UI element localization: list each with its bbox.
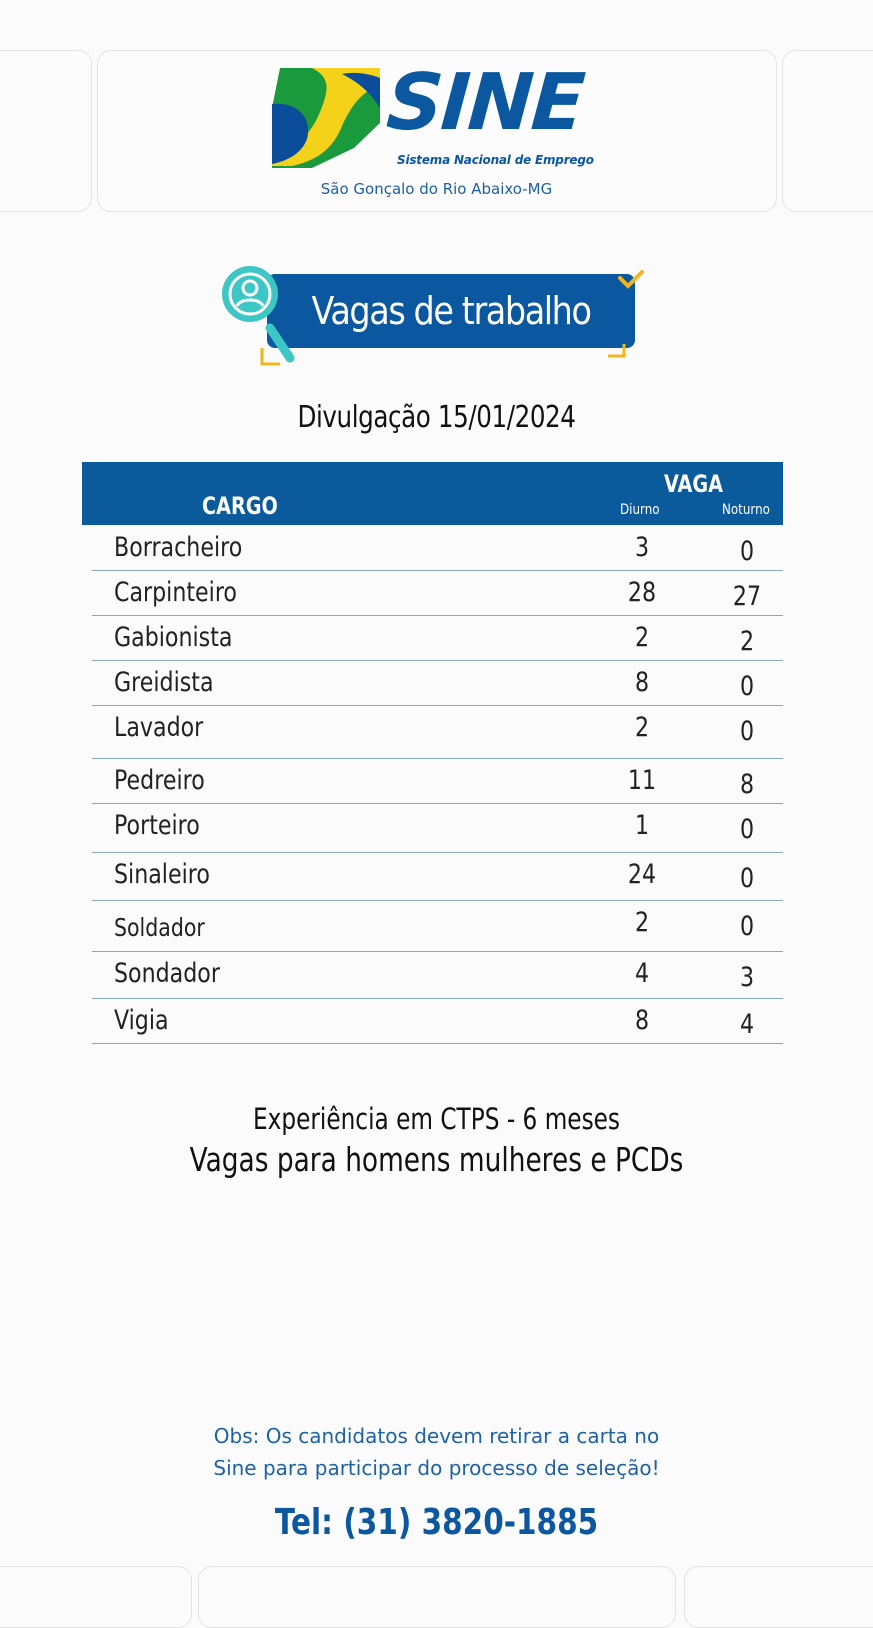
logo-subtitle: Sistema Nacional de Emprego: [397, 153, 594, 167]
cargo-cell: Pedreiro: [114, 765, 205, 796]
diurno-cell: 28: [627, 577, 657, 608]
diurno-cell: 2: [634, 907, 650, 938]
bottom-card-left: [0, 1566, 192, 1628]
header-cargo: CARGO: [202, 492, 278, 520]
city-label: São Gonçalo do Rio Abaixo-MG: [320, 180, 553, 198]
noturno-cell: 3: [739, 962, 755, 993]
diurno-cell: 24: [627, 859, 657, 890]
noturno-cell: 0: [739, 536, 755, 567]
table-row: [92, 804, 783, 853]
noturno-cell: 8: [739, 769, 755, 800]
cargo-cell: Carpinteiro: [114, 577, 237, 608]
cargo-cell: Sondador: [114, 958, 220, 989]
page-title: Vagas de trabalho: [311, 289, 591, 333]
cargo-cell: Borracheiro: [114, 532, 243, 563]
brazil-flag-logo-icon: [272, 68, 380, 170]
diurno-cell: 4: [634, 958, 650, 989]
noturno-cell: 0: [739, 814, 755, 845]
obs-line-1: Obs: Os candidatos devem retirar a carta no: [213, 1424, 660, 1448]
diurno-cell: 2: [634, 712, 650, 743]
job-table: [92, 526, 783, 1044]
diurno-cell: 8: [634, 1005, 650, 1036]
sine-logo: [272, 58, 612, 196]
experience-requirement: Experiência em CTPS - 6 meses: [252, 1102, 621, 1136]
noturno-cell: 27: [732, 581, 762, 612]
noturno-cell: 0: [739, 863, 755, 894]
diurno-cell: 2: [634, 622, 650, 653]
release-date: Divulgação 15/01/2024: [297, 400, 576, 435]
obs-line-2: Sine para participar do processo de seleção!: [213, 1456, 660, 1480]
table-row: [92, 999, 783, 1044]
cargo-cell: Vigia: [114, 1005, 169, 1036]
header-diurno: Diurno: [620, 502, 660, 518]
cargo-cell: Greidista: [114, 667, 214, 698]
cargo-cell: Porteiro: [114, 810, 200, 841]
cargo-cell: Gabionista: [114, 622, 233, 653]
noturno-cell: 0: [739, 716, 755, 747]
table-row: [92, 952, 783, 999]
bottom-card-right: [684, 1566, 873, 1628]
phone-number: Tel: (31) 3820-1885: [274, 1502, 599, 1543]
noturno-cell: 4: [739, 1009, 755, 1040]
audience-note: Vagas para homens mulheres e PCDs: [189, 1140, 684, 1179]
diurno-cell: 3: [634, 532, 650, 563]
noturno-cell: 0: [739, 671, 755, 702]
diurno-cell: 11: [627, 765, 657, 796]
diurno-cell: 8: [634, 667, 650, 698]
table-row: [92, 759, 783, 804]
header-noturno: Noturno: [722, 502, 770, 518]
cargo-cell: Soldador: [114, 913, 205, 942]
table-row: [92, 853, 783, 901]
table-row: [92, 571, 783, 616]
table-row: [92, 616, 783, 661]
noturno-cell: 0: [739, 911, 755, 942]
header-vaga: VAGA: [664, 470, 724, 498]
diurno-cell: 1: [634, 810, 650, 841]
cargo-cell: Sinaleiro: [114, 859, 210, 890]
table-row: [92, 901, 783, 952]
table-row: [92, 661, 783, 706]
observation-note: [0, 1420, 873, 1484]
table-row: [92, 706, 783, 759]
table-row: [92, 526, 783, 571]
logo-wordmark: SINE: [383, 58, 586, 148]
bottom-card-center: [198, 1566, 676, 1628]
cargo-cell: Lavador: [114, 712, 204, 743]
noturno-cell: 2: [739, 626, 755, 657]
table-header: [82, 462, 783, 525]
